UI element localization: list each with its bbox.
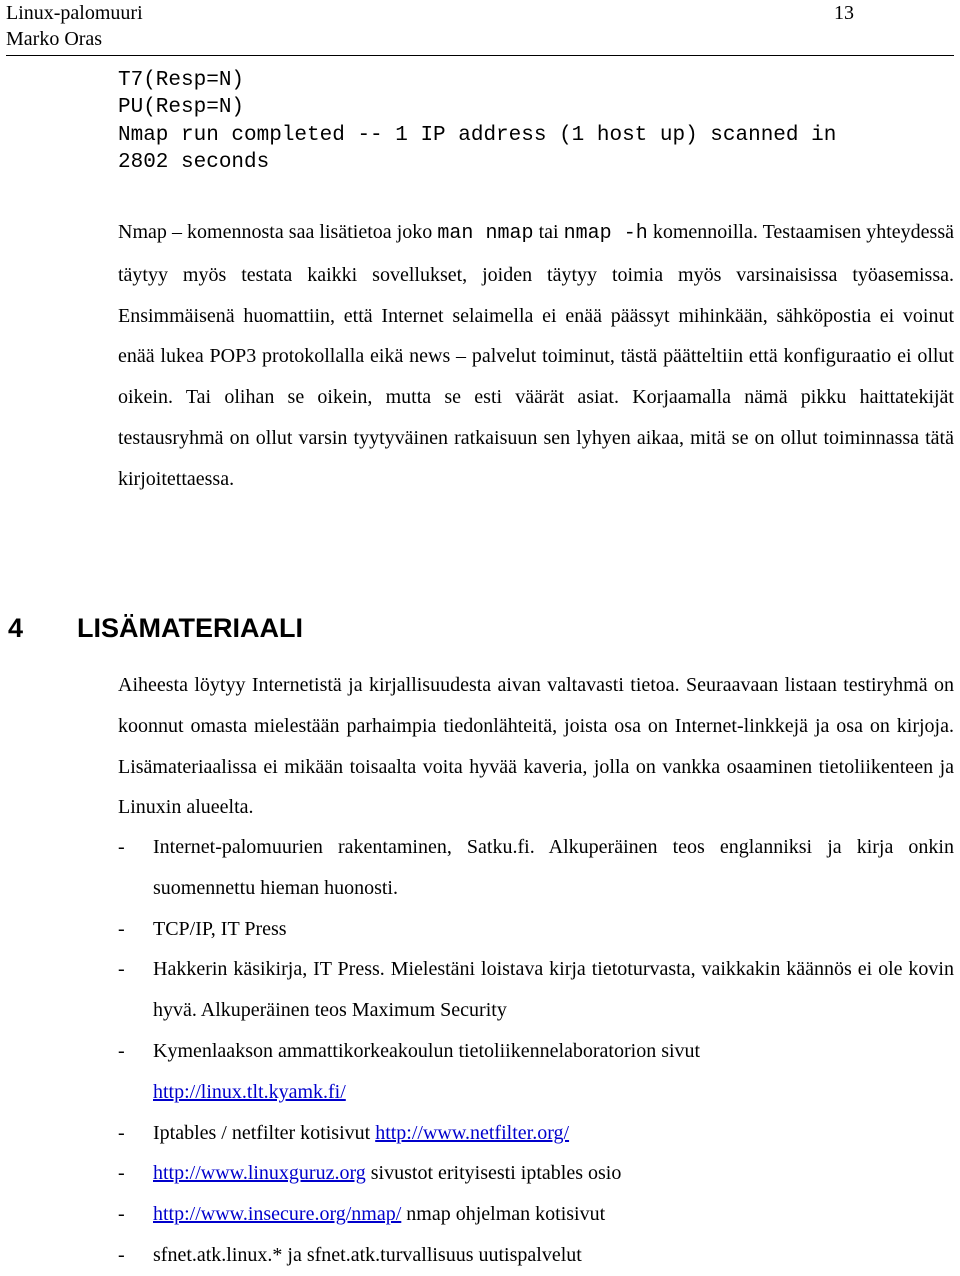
list-dash: - xyxy=(118,1162,125,1185)
document-title: Linux-palomuuri xyxy=(6,2,143,24)
list-item-text: sfnet.atk.linux.* ja sfnet.atk.turvallisuus uutispalvelut xyxy=(153,1243,582,1266)
list-dash: - xyxy=(118,836,125,858)
list-item xyxy=(118,1194,954,1235)
document-author: Marko Oras xyxy=(6,28,103,50)
para-text: tai xyxy=(533,221,564,243)
list-item xyxy=(118,827,954,909)
tlt-kyamk-link[interactable]: http://linux.tlt.kyamk.fi/ xyxy=(153,1080,346,1103)
para-text: komennoilla. Testaamisen yhteydessä täytyy myös testata kaikki sovellukset, joiden täytyy toimia myös varsinaisissa työasemissa. Ensimmäisenä huomattiin, että Internet selaimella ei enää päässyt mihinkään, sähköpostia ei voinut enää lukea POP3 protokollalla eikä news – palvelut toiminut, tästä päätteltiin että konfiguraatio ei ollut oikein. Tai olihan se oikein, mutta se esti väärät asiat. Korjaamalla nämä pikku haittatekijät testausryhmä on ollut varsin tyytyväinen ratkaisuun sen lyhyen aikaa, mitä se on ollut toiminnassa tätä kirjoitettaessa. xyxy=(118,221,954,490)
list-dash: - xyxy=(118,958,125,981)
list-item-text: Hakkerin käsikirja, IT Press. Mielestäni loistava kirja tietoturvasta, vaikkakin käännös ei ole kovin hyvä. Alkuperäinen teos Maximum Security xyxy=(153,958,954,1022)
code-line: T7(Resp=N) xyxy=(118,69,245,92)
linuxguruz-link[interactable]: http://www.linuxguruz.org xyxy=(153,1162,366,1185)
list-item xyxy=(118,949,954,1031)
list-item xyxy=(118,1113,954,1154)
list-item-text: Iptables / netfilter kotisivut xyxy=(153,1121,376,1144)
page-number: 13 xyxy=(834,2,854,24)
section-number: 4 xyxy=(8,613,24,643)
nmap-output-block xyxy=(118,67,836,176)
list-item-text: Kymenlaakson ammattikorkeakoulun tietoliikennelaboratorion sivut xyxy=(153,1039,701,1062)
list-dash: - xyxy=(118,1243,125,1266)
resource-list xyxy=(118,827,954,1276)
list-item xyxy=(118,1031,954,1113)
code-line: PU(Resp=N) xyxy=(118,96,245,120)
list-dash: - xyxy=(118,917,125,940)
code-line: 2802 seconds xyxy=(118,150,270,174)
netfilter-link[interactable]: http://www.netfilter.org/ xyxy=(375,1121,570,1144)
para-text: Nmap – komennosta saa lisätietoa joko xyxy=(118,221,438,243)
list-item-text: TCP/IP, IT Press xyxy=(153,917,287,940)
code-line: Nmap run completed -- 1 IP address (1 host up) scanned in xyxy=(118,123,837,147)
list-item-text: sivustot erityisesti iptables osio xyxy=(365,1162,622,1185)
list-item-text: Internet-palomuurien rakentaminen, Satku.fi. Alkuperäinen teos englanniksi ja kirja onkin suomennettu hieman huonosti. xyxy=(153,836,954,899)
testing-paragraph xyxy=(118,212,954,500)
list-item xyxy=(118,1153,954,1194)
list-dash: - xyxy=(118,1203,125,1226)
inline-command: nmap -h xyxy=(563,222,648,245)
list-item-text: nmap ohjelman kotisivut xyxy=(401,1203,606,1226)
intro-paragraph: Aiheesta löytyy Internetistä ja kirjallisuudesta aivan valtavasti tietoa. Seuraavaan listaan testiryhmä on koonnut omasta mielestään parhaimpia tiedonlähteitä, joista osa on Internet-linkkejä ja osa on kirjoja. Lisämateriaalissa ei mikään toisaalta voita hyvää kaveria, jolla on vankka osaaminen tietoliikenteen ja Linuxin alueelta. xyxy=(118,674,954,819)
page-header xyxy=(6,0,954,56)
section-title: LISÄMATERIAALI xyxy=(77,613,303,643)
list-dash: - xyxy=(118,1039,125,1062)
inline-command: man nmap xyxy=(437,222,534,245)
list-item xyxy=(118,909,954,950)
list-dash: - xyxy=(118,1121,125,1144)
section-heading xyxy=(8,608,303,648)
insecure-nmap-link[interactable]: http://www.insecure.org/nmap/ xyxy=(153,1203,402,1226)
